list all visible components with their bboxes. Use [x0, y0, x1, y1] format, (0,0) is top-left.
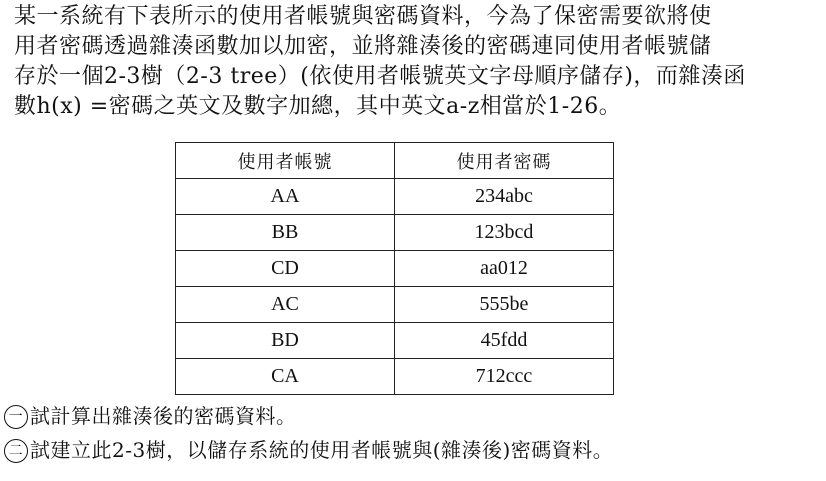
question-1-text: 試計算出雜湊後的密碼資料。 [30, 404, 297, 428]
table-row [176, 323, 614, 359]
question-2-number: 二 [4, 439, 28, 463]
password-cell: 712ccc [395, 359, 614, 395]
table-row [176, 287, 614, 323]
description-line-4: 數h(x) =密碼之英文及數字加總，其中英文a-z相當於1-26。 [14, 94, 622, 119]
question-1 [4, 402, 297, 430]
password-cell: 45fdd [395, 323, 614, 359]
password-cell: 234abc [395, 179, 614, 215]
table-header-row [176, 143, 614, 179]
password-cell: 123bcd [395, 215, 614, 251]
account-cell: BB [176, 215, 395, 251]
header-account: 使用者帳號 [176, 143, 395, 179]
question-1-number: 一 [4, 405, 28, 429]
account-cell: AC [176, 287, 395, 323]
problem-description [14, 2, 814, 122]
table-row [176, 179, 614, 215]
account-password-table [175, 142, 614, 395]
account-cell: AA [176, 179, 395, 215]
table-row [176, 215, 614, 251]
question-2-text: 試建立此2-3樹，以儲存系統的使用者帳號與(雜湊後)密碼資料。 [30, 438, 614, 462]
account-cell: BD [176, 323, 395, 359]
password-cell: 555be [395, 287, 614, 323]
description-line-2: 用者密碼透過雜湊函數加以加密，並將雜湊後的密碼連同使用者帳號儲 [14, 34, 712, 59]
description-line-1: 某一系統有下表所示的使用者帳號與密碼資料，今為了保密需要欲將使 [14, 4, 712, 29]
description-line-3: 存於一個2-3樹（2-3 tree）(依使用者帳號英文字母順序儲存)，而雜湊函 [14, 64, 746, 89]
question-2 [4, 436, 613, 464]
table-row [176, 359, 614, 395]
table-row [176, 251, 614, 287]
account-cell: CD [176, 251, 395, 287]
account-cell: CA [176, 359, 395, 395]
header-password: 使用者密碼 [395, 143, 614, 179]
password-cell: aa012 [395, 251, 614, 287]
